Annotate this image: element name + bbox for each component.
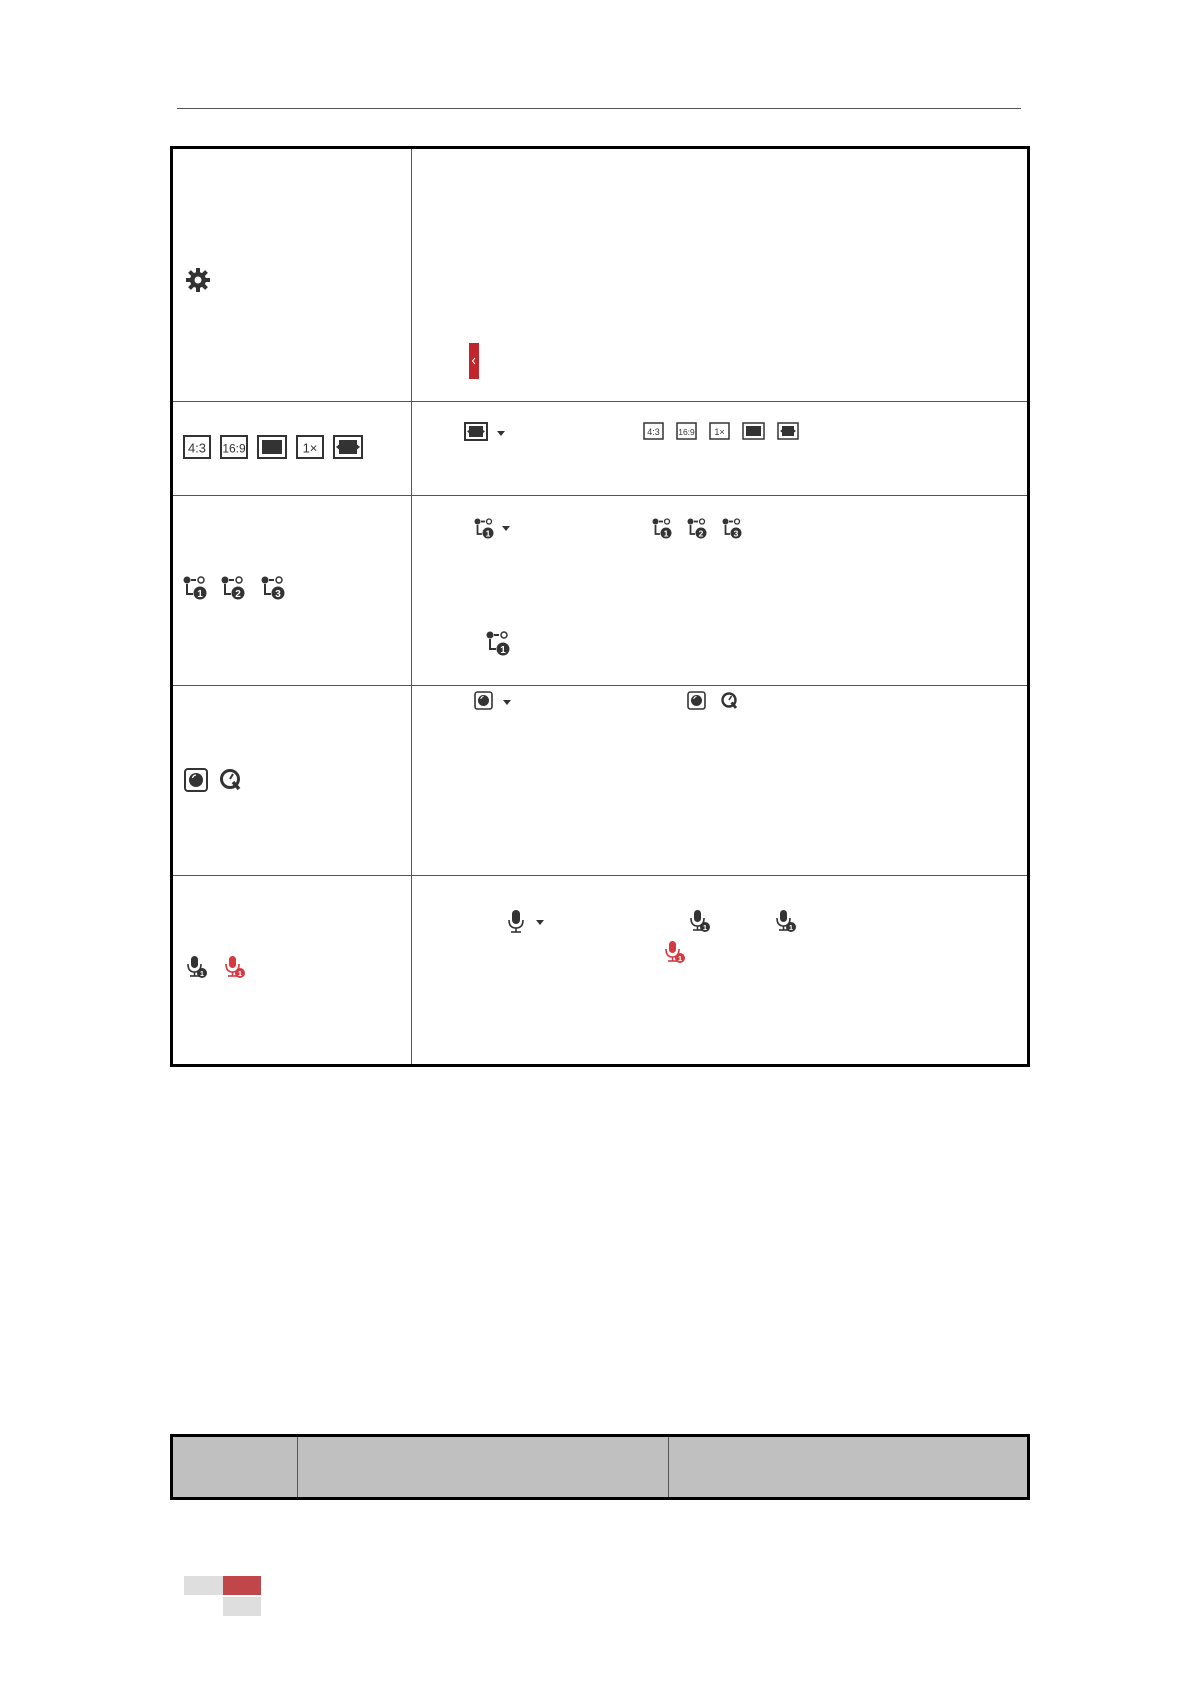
two-way-audio-on-icon: [226, 956, 245, 978]
collapse-panel-tab-icon[interactable]: [469, 343, 479, 379]
header-cell: [172, 1436, 298, 1499]
svg-text:1: 1: [677, 954, 683, 963]
icon-cell: [172, 876, 412, 1066]
two-way-audio-off-icon: [689, 909, 713, 933]
svg-text:1: 1: [663, 528, 669, 539]
plugin-dropdown-icon[interactable]: [474, 691, 516, 711]
self-adaptive-icon: [778, 423, 798, 439]
header-cell: [669, 1436, 1029, 1499]
gear-icon: [185, 267, 211, 293]
stream-type-dropdown-icon[interactable]: [474, 518, 514, 542]
description-cell: [412, 686, 1029, 876]
svg-text:3: 3: [733, 528, 739, 539]
sub-stream-icon: [222, 577, 245, 601]
table-row: [172, 496, 1029, 686]
table-row: [172, 876, 1029, 1066]
third-stream-icon: [723, 519, 742, 539]
svg-text:1: 1: [485, 528, 491, 539]
quicktime-icon: [723, 694, 737, 709]
aspect-4-3-icon: [644, 423, 663, 439]
second-table-header: [170, 1434, 1030, 1500]
svg-text:1: 1: [237, 969, 243, 978]
svg-text:3: 3: [275, 589, 281, 600]
table-row: [172, 402, 1029, 496]
svg-text:2: 2: [698, 528, 704, 539]
header-cell: [298, 1436, 669, 1499]
audio-dropdown-icon[interactable]: [507, 910, 549, 934]
footer-block-gray: [223, 1597, 261, 1616]
icon-cell: [172, 686, 412, 876]
aspect-ratio-options: [643, 422, 799, 440]
audio-icons: [186, 955, 250, 981]
sub-stream-icon: [688, 519, 707, 539]
description-cell: [412, 876, 1029, 1066]
description-cell: [412, 402, 1029, 496]
description-cell: [412, 496, 1029, 686]
footer-block-gray: [184, 1576, 223, 1595]
webcomponents-icon: [688, 692, 705, 709]
stream-type-icons: [183, 576, 293, 604]
svg-text:1×: 1×: [302, 440, 318, 456]
aspect-16-9-icon: [221, 436, 247, 458]
main-stream-icon: [486, 631, 512, 657]
two-way-audio-on-icon: [664, 940, 688, 964]
svg-text:16:9: 16:9: [222, 441, 246, 456]
table-row: [172, 686, 1029, 876]
description-cell: [412, 148, 1029, 402]
aspect-1x-icon: [710, 423, 729, 439]
table-header-row: [172, 1436, 1029, 1499]
header-rule: [177, 108, 1021, 109]
aspect-1x-icon: [297, 436, 323, 458]
svg-text:1×: 1×: [714, 427, 725, 437]
svg-text:4:3: 4:3: [187, 440, 207, 456]
svg-text:1: 1: [199, 969, 205, 978]
webcomponents-icon: [185, 769, 207, 791]
svg-text:1: 1: [702, 923, 708, 932]
stream-type-options: [652, 518, 748, 542]
quicktime-icon: [222, 771, 240, 790]
icon-cell: [172, 496, 412, 686]
aspect-ratio-dropdown-icon[interactable]: [464, 422, 510, 442]
plugin-icons: [184, 768, 248, 794]
icon-cell: [172, 402, 412, 496]
two-way-audio-off-icon: [775, 909, 799, 933]
two-way-audio-off-icon: [188, 956, 207, 978]
table-row: [172, 148, 1029, 402]
svg-text:4:3: 4:3: [647, 427, 660, 437]
toolbar-description-table: [170, 146, 1030, 1067]
self-adaptive-icon: [334, 436, 362, 458]
aspect-ratio-icons: [183, 435, 363, 461]
original-size-icon: [258, 436, 286, 458]
aspect-4-3-icon: [184, 436, 210, 458]
main-stream-icon: [184, 577, 207, 601]
svg-text:1: 1: [788, 923, 794, 932]
svg-text:1: 1: [500, 645, 506, 656]
svg-text:2: 2: [235, 589, 241, 600]
plugin-options: [687, 691, 743, 713]
original-size-icon: [743, 423, 764, 439]
main-stream-icon: [653, 519, 672, 539]
svg-text:1: 1: [197, 589, 203, 600]
aspect-16-9-icon: [677, 423, 696, 439]
icon-cell: [172, 148, 412, 402]
svg-text:16:9: 16:9: [678, 427, 695, 437]
footer-block-red: [223, 1576, 261, 1595]
third-stream-icon: [262, 577, 285, 601]
